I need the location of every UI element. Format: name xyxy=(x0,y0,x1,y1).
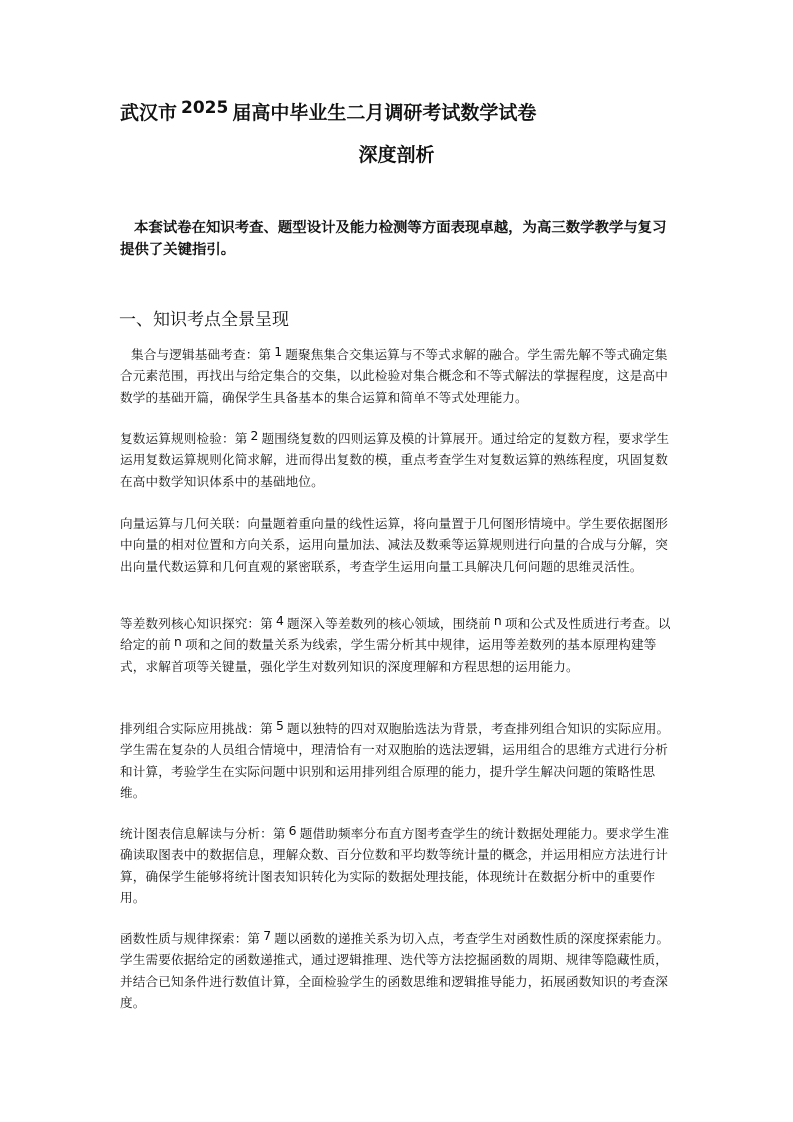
question-number: 7 xyxy=(263,928,272,943)
intro-paragraph: 本套试卷在知识考查、题型设计及能力检测等方面表现卓越，为高三数学教学与复习提供了关键指引。 xyxy=(120,220,667,258)
paragraph-text: 题以函数的递推关系为切入点，考查学生对函数性质的深度探索能力。学生需要依据给定的函数递推式，通过逻辑推理、迭代等方法挖掘函数的周期、规律等隐藏性质，并结合已知条件进行数值计算，全面检验学生的函数思维和逻辑推导能力，拓展函数知识的考查深度。 xyxy=(120,931,670,1010)
paragraph-arithmetic-sequence xyxy=(120,613,680,677)
paragraph-sets-logic xyxy=(120,344,680,408)
paragraph-text: 排列组合实际应用挑战：第 xyxy=(120,721,273,736)
document-subtitle: 深度剖析 xyxy=(358,144,435,166)
paragraph-text: 题聚焦集合交集运算与不等式求解的融合。学生需先解不等式确定集合元素范围，再找出与给定集合的交集，以此检验对集合概念和不等式解法的掌握程度，这是高中数学的基础开篇，确保学生具备基本的集合运算和简单不等式处理能力。 xyxy=(120,347,668,405)
paragraph-text: 复数运算规则检验：第 xyxy=(120,431,248,446)
paragraph-vectors: 向量运算与几何关联：向量题着重向量的线性运算，将向量置于几何图形情境中。学生要依据图形中向量的相对位置和方向关系，运用向量加法、减法及数乘等运算规则进行向量的合成与分解，突出向量代数运算和几何直观的紧密联系，考查学生运用向量工具解决几何问题的思维灵活性。 xyxy=(120,516,668,574)
paragraph-complex-numbers xyxy=(120,428,680,492)
title-city: 武汉市 xyxy=(120,102,178,124)
question-number: 6 xyxy=(288,823,297,838)
question-number: 4 xyxy=(275,613,284,628)
paragraph-text: 题借助频率分布直方图考查学生的统计数据处理能力。要求学生准确读取图表中的数据信息，理解众数、百分位数和平均数等统计量的概念，并运用相应方法进行计算，确保学生能够将统计图表知识转化为实际的数据处理技能，体现统计在数据分析中的重要作用。 xyxy=(120,826,670,905)
paragraph-text: 项和之间的数量关系为线索，学生需分析其中规律，运用等差数列的基本原理构建等式，求解首项等关键量，强化学生对数列知识的深度理解和方程思想的运用能力。 xyxy=(120,637,657,674)
variable-n: n xyxy=(493,613,502,628)
paragraph-text: 题围绕复数的四则运算及模的计算展开。通过给定的复数方程，要求学生运用复数运算规则化简求解，进而得出复数的模，重点考查学生对复数运算的熟练程度，巩固复数在高中数学知识体系中的基础地位。 xyxy=(120,431,670,489)
title-year: 2025 xyxy=(181,98,229,118)
paragraph-text: 函数性质与规律探索：第 xyxy=(120,931,261,946)
title-rest: 届高中毕业生二月调研考试数学试卷 xyxy=(232,102,537,124)
paragraph-text: 统计图表信息解读与分析：第 xyxy=(120,826,286,841)
paragraph-text: 项和公式及性质进行考查。以给定的前 xyxy=(120,616,671,653)
question-number: 1 xyxy=(274,344,283,359)
paragraph-statistics xyxy=(120,823,680,908)
paragraph-functions xyxy=(120,928,680,1013)
variable-n: n xyxy=(173,634,182,650)
paragraph-permutations xyxy=(120,718,680,803)
question-number: 2 xyxy=(250,428,259,443)
section-heading: 一、知识考点全景呈现 xyxy=(119,310,289,330)
paragraph-text: 集合与逻辑基础考查：第 xyxy=(131,347,272,362)
paragraph-text: 题深入等差数列的核心领域，围绕前 xyxy=(286,616,491,631)
paragraph-text: 等差数列核心知识探究：第 xyxy=(120,616,273,631)
question-number: 5 xyxy=(275,718,284,733)
paragraph-text: 题以独特的四对双胞胎选法为背景，考查排列组合知识的实际应用。学生需在复杂的人员组合情境中，理清恰有一对双胞胎的选法逻辑，运用组合的思维方式进行分析和计算，考验学生在实际问题中识别和运用排列组合原理的能力，提升学生解决问题的策略性思维。 xyxy=(120,721,670,800)
document-title xyxy=(120,96,680,131)
